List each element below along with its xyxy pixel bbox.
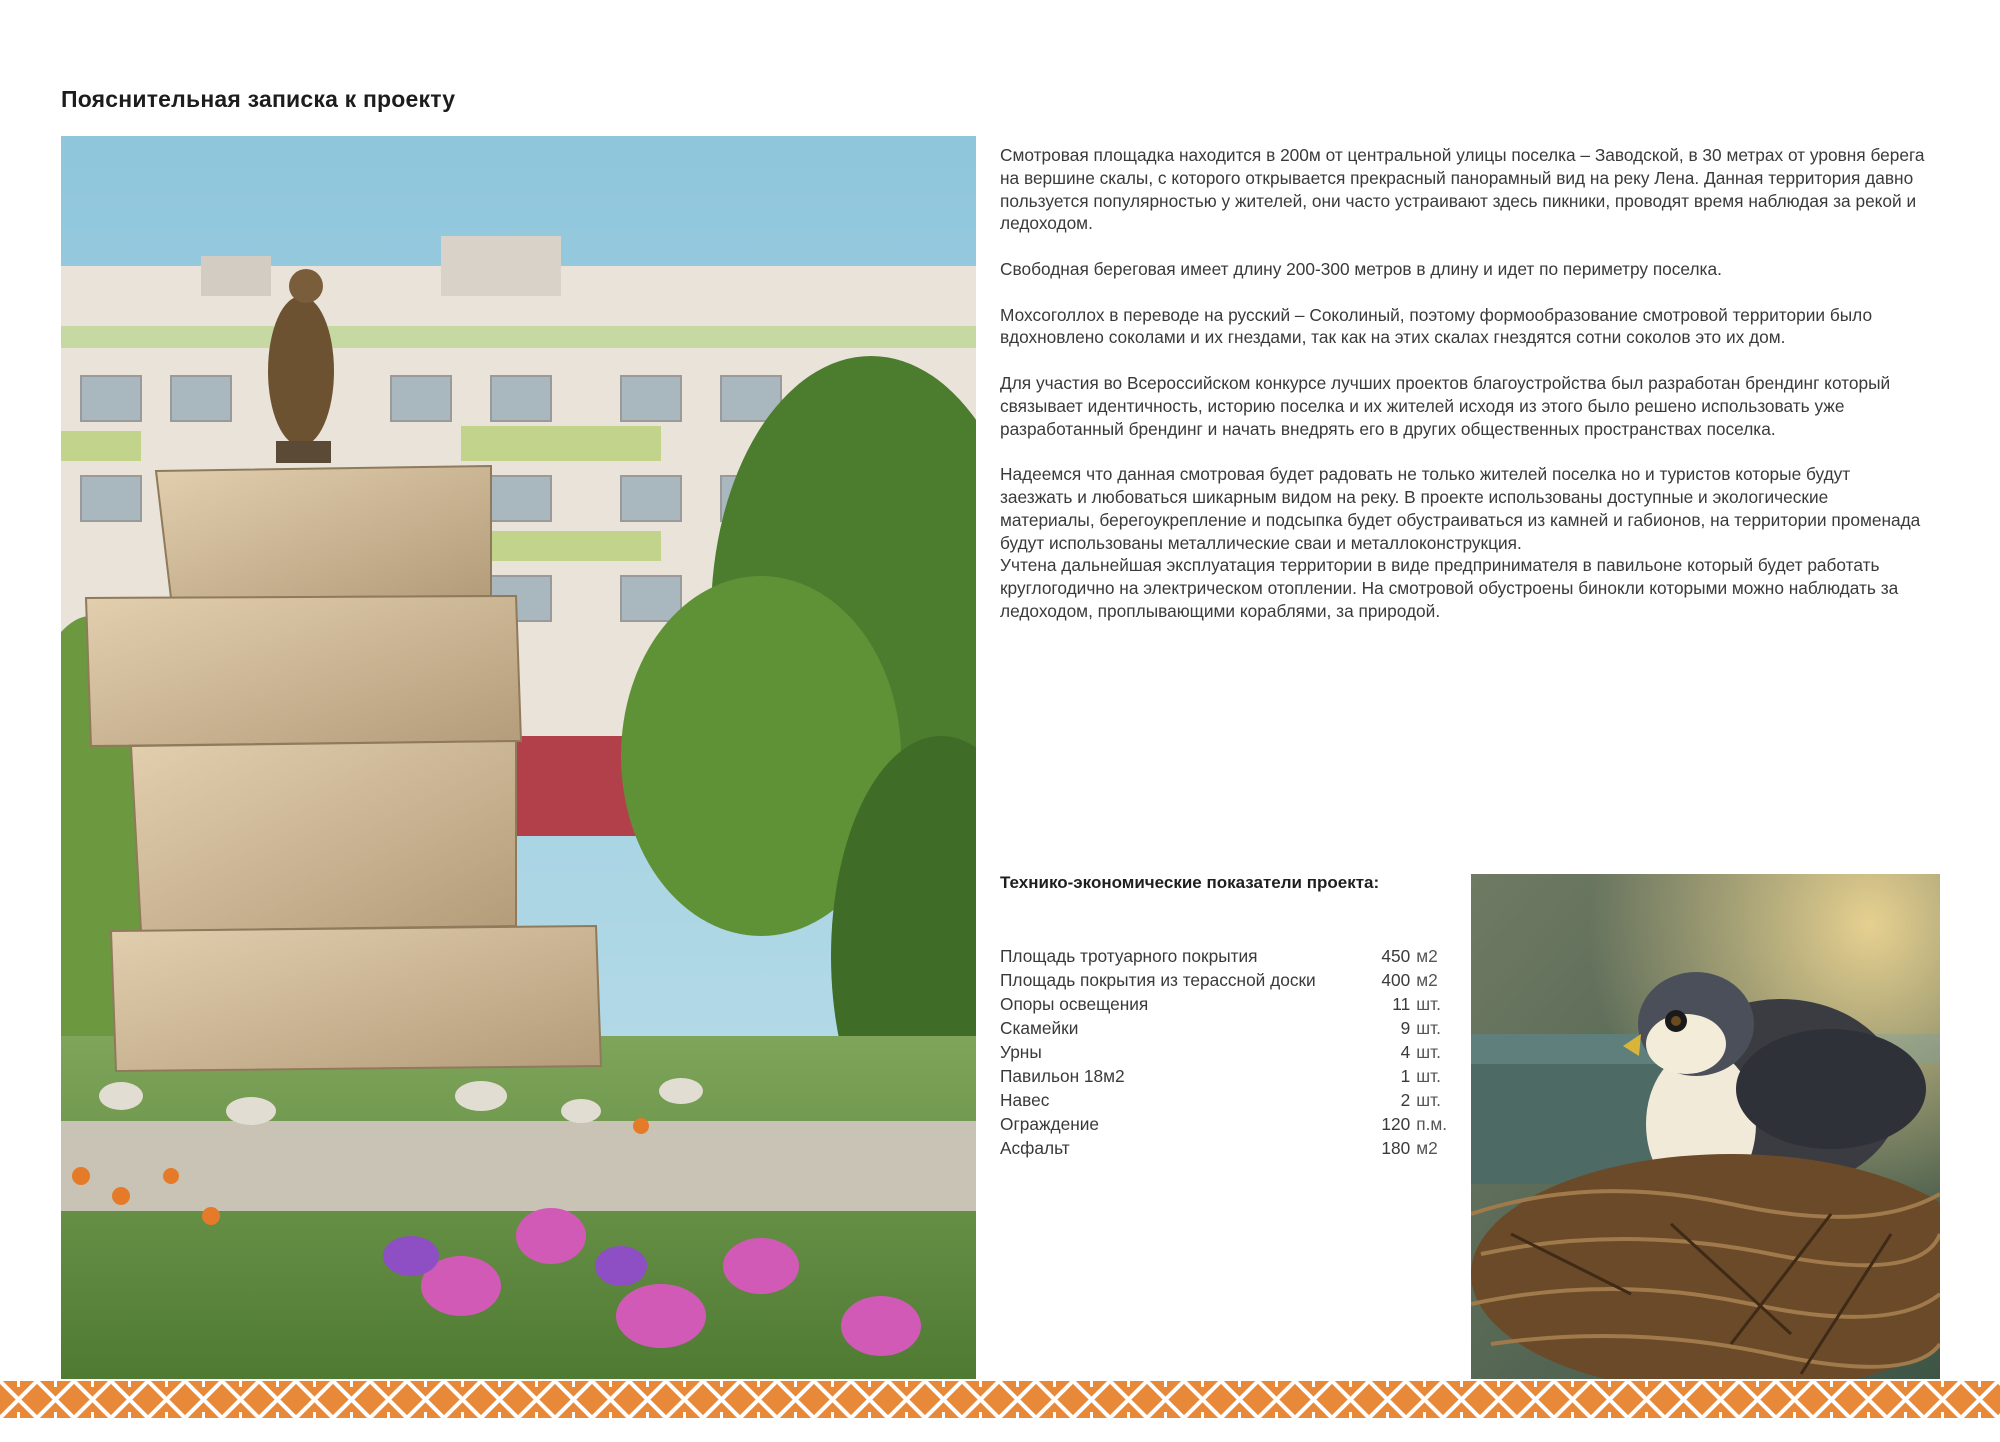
description-paragraph-4: Для участия во Всероссийском конкурсе лучших проектов благоустройства был разработан брендинг который связывает идентичность, историю поселка и их жителей исходя из этого было решено использовать уже разработанный брендинг и начать внедрять его в других общественных пространствах поселка. (1000, 372, 1891, 439)
description-paragraph-2: Свободная береговая имеет длину 200-300 метров в длину и идет по периметру поселка. (1000, 258, 1722, 279)
indicator-value: 9 (1400, 1018, 1411, 1038)
indicator-value: 450 (1381, 946, 1411, 966)
indicator-label: Урны (1000, 1042, 1042, 1062)
table-row (1000, 1088, 1460, 1112)
table-row (1000, 1016, 1460, 1040)
indicator-label: Площадь покрытия из терассной доски (1000, 970, 1316, 990)
indicator-unit: м2 (1416, 1138, 1438, 1158)
indicator-value: 180 (1381, 1138, 1411, 1158)
indicator-value: 2 (1400, 1090, 1411, 1110)
description-text (1000, 144, 1925, 646)
indicator-label: Навес (1000, 1090, 1050, 1110)
decorative-pattern-band (0, 1381, 2000, 1418)
indicator-label: Скамейки (1000, 1018, 1079, 1038)
indicator-unit: м2 (1416, 970, 1438, 990)
description-paragraph-3: Мохсоголлох в переводе на русский – Соколиный, поэтому формообразование смотровой территории было вдохновлено соколами и их гнездами, так как на этих скалах гнездятся сотни соколов это их дом. (1000, 304, 1873, 348)
table-row (1000, 944, 1460, 968)
description-paragraph-6: Учтена дальнейшая эксплуатация территории в виде предпринимателя в павильоне который будет работать круглогодично на электрическом отоплении. На смотровой обустроены бинокли которыми можно наблюдать за ледоходом, проплывающими кораблями, за природой. (1000, 555, 1899, 621)
indicator-value: 1 (1400, 1066, 1411, 1086)
indicator-unit: шт. (1416, 1066, 1441, 1086)
indicator-label: Опоры освещения (1000, 994, 1149, 1014)
indicator-label: Асфальт (1000, 1138, 1070, 1158)
indicator-unit: шт. (1416, 1018, 1441, 1038)
description-paragraph-5: Надеемся что данная смотровая будет радовать не только жителей поселка но и туристов которые будут заезжать и любоваться шикарным видом на реку. В проекте использованы доступные и экологические материалы, берегоукрепление и подсыпка будет обустраиваться из камней и габионов, на территории променада будут использованы металлические сваи и металлоконструкция. (1000, 464, 1921, 553)
indicator-value: 120 (1381, 1114, 1411, 1134)
table-row (1000, 1112, 1460, 1136)
indicator-value: 4 (1400, 1042, 1411, 1062)
indicator-unit: шт. (1416, 994, 1441, 1014)
indicator-unit: шт. (1416, 1090, 1441, 1110)
indicator-label: Павильон 18м2 (1000, 1066, 1125, 1086)
indicator-value: 400 (1381, 970, 1411, 990)
indicator-unit: шт. (1416, 1042, 1441, 1062)
indicator-unit: м2 (1416, 946, 1438, 966)
falcon-monument-photo (61, 136, 976, 1379)
description-paragraph-1: Смотровая площадка находится в 200м от центральной улицы поселка – Заводской, в 30 метрах от уровня берега на вершине скалы, с которого открывается прекрасный панорамный вид на реку Лена. Данная территория давно пользуется популярностью у жителей, они часто устраивают здесь пикники, проводят время наблюдая за рекой и ледоходом. (1000, 145, 1925, 234)
table-row (1000, 992, 1460, 1016)
indicator-label: Площадь тротуарного покрытия (1000, 946, 1258, 966)
tech-indicators-table (1000, 944, 1460, 1160)
indicator-unit: п.м. (1416, 1114, 1448, 1134)
falcon-nest-photo (1471, 874, 1940, 1379)
table-row (1000, 968, 1460, 992)
table-row (1000, 1064, 1460, 1088)
indicator-label: Ограждение (1000, 1114, 1100, 1134)
page-title: Пояснительная записка к проекту (61, 86, 456, 112)
indicator-value: 11 (1392, 994, 1411, 1014)
table-row (1000, 1040, 1460, 1064)
table-row (1000, 1136, 1460, 1160)
tech-indicators-heading: Технико-экономические показатели проекта: (1000, 873, 1380, 892)
